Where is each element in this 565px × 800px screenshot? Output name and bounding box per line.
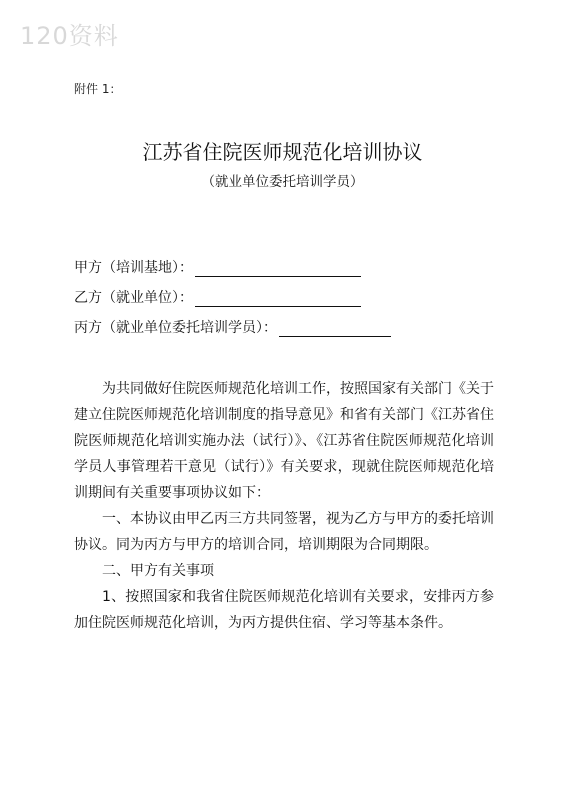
watermark-logo: 120资料 xyxy=(20,22,119,50)
party-b-row xyxy=(74,287,361,307)
intro-paragraph: 为共同做好住院医师规范化培训工作，按照国家有关部门《关于建立住院医师规范化培训制度的指导意见》和省有关部门《江苏省住院医师规范化培训实施办法（试行）》、《江苏省住院医师规范化培训学员人事管理若干意见（试行）》有关要求，现就住院医师规范化培训期间有关重要事项协议如下： xyxy=(74,381,494,501)
document-subtitle: （就业单位委托培训学员） xyxy=(201,174,364,190)
clause-2-1-paragraph: 1、按照国家和我省住院医师规范化培训有关要求，安排丙方参加住院医师规范化培训，为丙方提供住宿、学习等基本条件。 xyxy=(74,589,494,631)
document-title: 江苏省住院医师规范化培训协议 xyxy=(142,140,423,164)
party-c-row xyxy=(74,317,391,337)
party-a-row xyxy=(74,257,361,277)
agreement-body xyxy=(74,376,494,636)
party-a-blank xyxy=(195,262,361,277)
party-a-label: 甲方（培训基地）： xyxy=(74,260,193,276)
section-2-heading: 二、甲方有关事项 xyxy=(102,563,214,579)
party-c-blank xyxy=(279,322,391,337)
clause-1-paragraph: 一、本协议由甲乙丙三方共同签署，视为乙方与甲方的委托培训协议。同为丙方与甲方的培训合同，培训期限为合同期限。 xyxy=(74,511,494,553)
attachment-label: 附件 1： xyxy=(74,82,122,96)
party-b-blank xyxy=(195,292,361,307)
party-c-label: 丙方（就业单位委托培训学员）： xyxy=(74,320,277,336)
party-b-label: 乙方（就业单位）： xyxy=(74,290,193,306)
